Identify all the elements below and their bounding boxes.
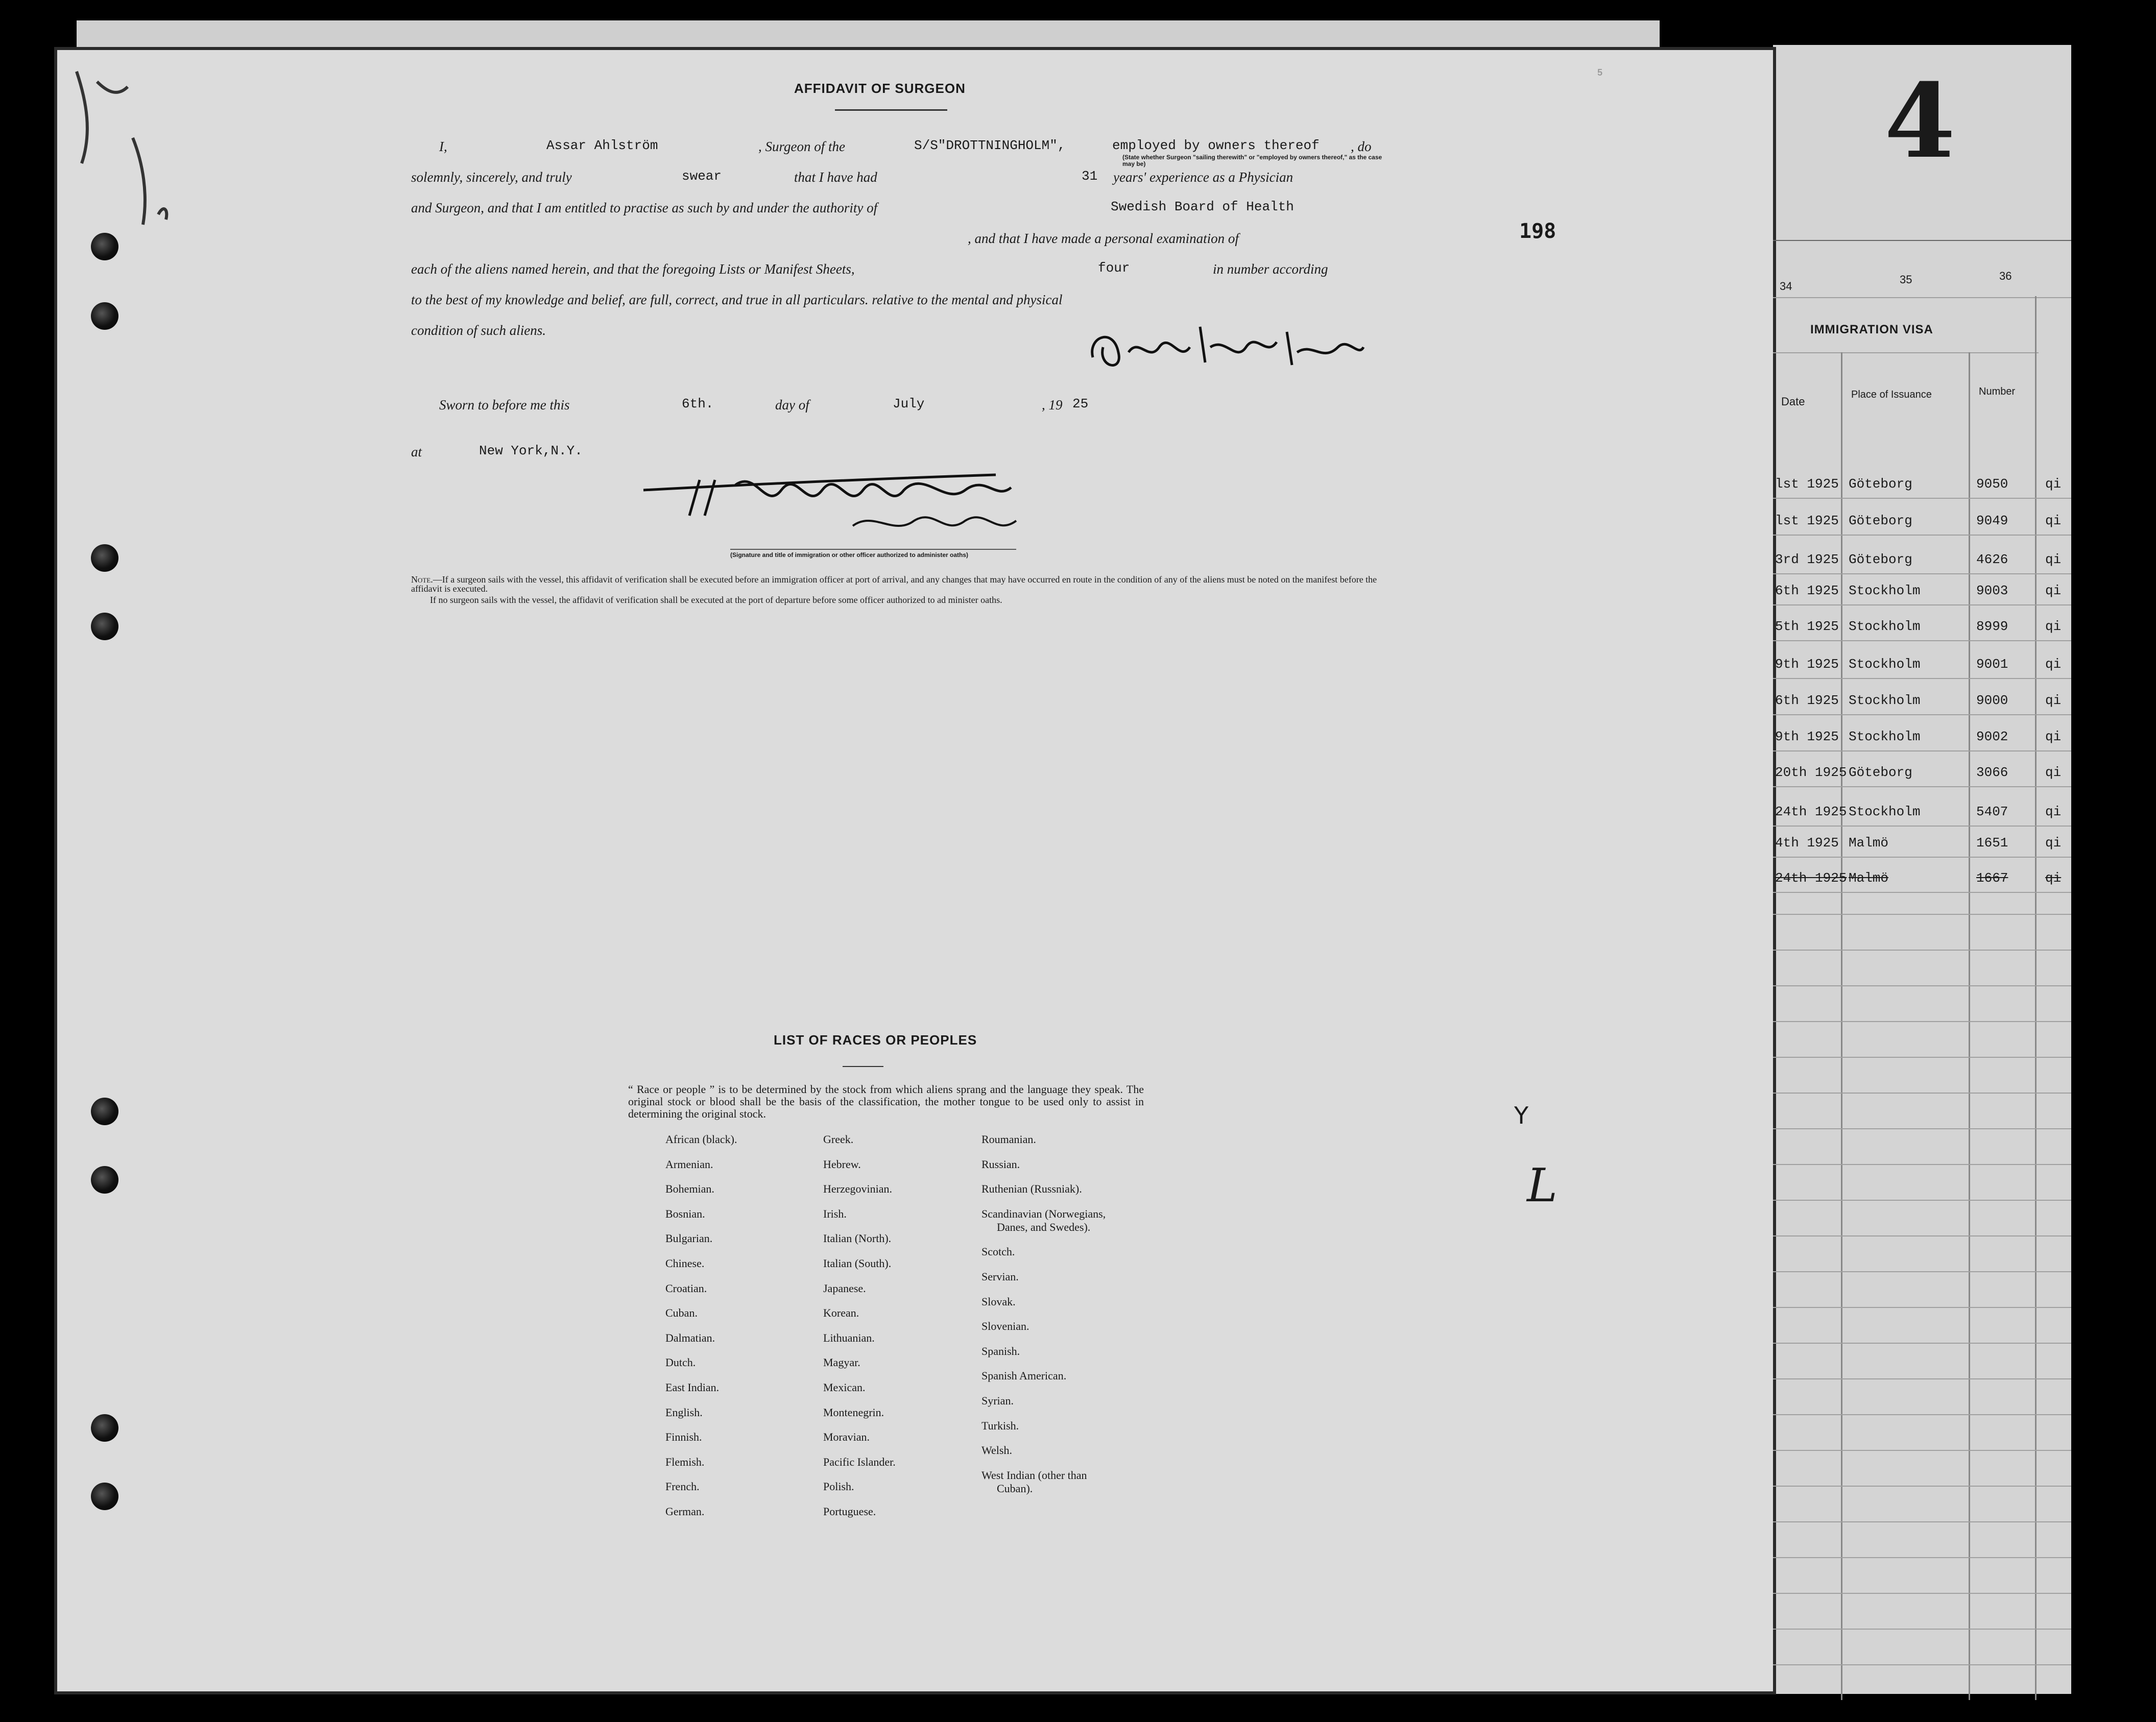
visa-date-cell: 24th 1925	[1775, 804, 1847, 819]
visa-place-cell: Stockholm	[1849, 583, 1921, 598]
visa-empty-rule	[1773, 1521, 2071, 1522]
race-entry: Bulgarian.	[665, 1232, 713, 1245]
visa-number-cell: 9000	[1976, 693, 2008, 708]
visa-place-cell: Göteborg	[1849, 765, 1912, 780]
sworn-month: July	[893, 396, 925, 411]
visa-number-cell: 1667	[1976, 870, 2008, 886]
binder-hole	[91, 1414, 118, 1442]
visa-date-cell: lst 1925	[1775, 476, 1839, 492]
visa-empty-rule	[1773, 914, 2071, 915]
visa-date-cell: 9th 1925	[1775, 729, 1839, 744]
visa-place-cell: Malmö	[1849, 835, 1889, 851]
visa-date-cell: 4th 1925	[1775, 835, 1839, 851]
visa-empty-rule	[1773, 1200, 2071, 1201]
race-entry: Dalmatian.	[665, 1331, 715, 1344]
binder-hole	[91, 302, 118, 330]
col-number-34: 34	[1780, 280, 1792, 293]
visa-number-cell: 1651	[1976, 835, 2008, 851]
visa-date-cell: lst 1925	[1775, 513, 1839, 528]
visa-number-cell: 3066	[1976, 765, 2008, 780]
visa-empty-rule	[1773, 1414, 2071, 1415]
visa-mark-cell: qi	[2045, 513, 2062, 528]
note-surgeon-sails	[411, 575, 1379, 593]
affidavit-line2-c: years' experience as a Physician	[1113, 169, 1293, 185]
visa-number-cell: 9001	[1976, 657, 2008, 672]
affidavit-line5-a: each of the aliens named herein, and that the foregoing Lists or Manifest Sheets,	[411, 261, 855, 277]
visa-number-cell: 9049	[1976, 513, 2008, 528]
visa-col-divider	[1841, 352, 1842, 1700]
visa-empty-rule	[1773, 1128, 2071, 1129]
binder-hole	[91, 233, 118, 260]
visa-place-cell: Stockholm	[1849, 729, 1921, 744]
licensing-authority: Swedish Board of Health	[1111, 199, 1294, 214]
col-number-35: 35	[1900, 273, 1912, 286]
note-text-1: —If a surgeon sails with the vessel, this affidavit of verification shall be executed before an immigration officer at port of arrival, and any changes that may have occurred en route in the condition of any of the aliens must be noted on the manifest before the affidavit is executed.	[411, 574, 1377, 594]
race-entry: Finnish.	[665, 1430, 702, 1444]
race-entry: East Indian.	[665, 1381, 720, 1394]
visa-empty-rule	[1773, 1450, 2071, 1451]
visa-date-cell: 5th 1925	[1775, 619, 1839, 634]
race-entry: Danes, and Swedes).	[997, 1220, 1091, 1233]
visa-col-divider	[1969, 352, 1970, 1700]
sworn-place: New York,N.Y.	[479, 443, 583, 458]
col-number-rule	[1773, 297, 2071, 298]
visa-date-cell: 20th 1925	[1775, 765, 1847, 780]
race-entry: English.	[665, 1405, 703, 1419]
race-entry: Armenian.	[665, 1157, 713, 1171]
race-entry: Moravian.	[823, 1430, 870, 1444]
visa-empty-rule	[1773, 1164, 2071, 1165]
visa-row-rule	[1773, 857, 2071, 858]
visa-row-rule	[1773, 750, 2071, 751]
visa-mark-cell: qi	[2045, 693, 2062, 708]
visa-empty-rule	[1773, 1307, 2071, 1308]
visa-mark-cell: qi	[2045, 552, 2062, 567]
surgeon-signature	[1083, 317, 1369, 378]
visa-row-rule	[1773, 892, 2071, 893]
race-entry: Portuguese.	[823, 1505, 876, 1518]
oath-type: swear	[682, 168, 722, 184]
race-entry: Korean.	[823, 1306, 859, 1320]
sworn-year: 25	[1072, 396, 1089, 411]
race-entry: Ruthenian (Russniak).	[981, 1182, 1082, 1196]
visa-mark-cell: qi	[2045, 729, 2062, 744]
race-entry: Spanish American.	[981, 1369, 1067, 1383]
visa-place-cell: Stockholm	[1849, 657, 1921, 672]
race-entry: Spanish.	[981, 1344, 1020, 1357]
visa-row-rule	[1773, 604, 2071, 605]
visa-mark-cell: qi	[2045, 870, 2062, 886]
visa-number-cell: 4626	[1976, 552, 2008, 567]
visa-place-cell: Göteborg	[1849, 552, 1912, 567]
visa-empty-rule	[1773, 1057, 2071, 1058]
sworn-day: 6th.	[682, 396, 714, 411]
visa-row-rule	[1773, 786, 2071, 787]
sworn-text: Sworn to before me this	[439, 397, 570, 413]
race-entry: Syrian.	[981, 1394, 1014, 1407]
year-prefix: , 19	[1042, 397, 1063, 413]
affidavit-line6: to the best of my knowledge and belief, are full, correct, and true in all particulars. relative to the mental and physical	[411, 292, 1063, 307]
visa-empty-rule	[1773, 1271, 2071, 1272]
races-title-underline	[843, 1066, 883, 1067]
race-entry: Scandinavian (Norwegians,	[981, 1207, 1106, 1220]
visa-date-cell: 6th 1925	[1775, 583, 1839, 598]
race-entry: Cuban).	[997, 1482, 1033, 1495]
visa-row-rule	[1773, 714, 2071, 715]
ship-name: S/S"DROTTNINGHOLM",	[914, 138, 1066, 153]
affidavit-line7: condition of such aliens.	[411, 323, 546, 338]
page-number: 198	[1519, 220, 1556, 243]
officer-caption: (Signature and title of immigration or other officer authorized to administer oaths)	[730, 551, 969, 559]
visa-number-cell: 5407	[1976, 804, 2008, 819]
race-entry: Cuban.	[665, 1306, 698, 1320]
visa-row-rule	[1773, 826, 2071, 827]
affidavit-line2-b: that I have had	[794, 169, 877, 185]
right-sheet-top-rule	[1773, 240, 2071, 241]
officer-signature	[638, 449, 1139, 551]
visa-date-cell: 6th 1925	[1775, 693, 1839, 708]
underlying-sheet-top	[77, 20, 1660, 51]
corner-number: 4	[1884, 61, 1956, 181]
race-entry: Flemish.	[665, 1455, 705, 1468]
visa-title-rule	[1773, 352, 2039, 353]
race-entry: French.	[665, 1480, 700, 1493]
race-entry: Bohemian.	[665, 1182, 714, 1196]
race-entry: Lithuanian.	[823, 1331, 875, 1344]
sheet-count: four	[1098, 260, 1130, 276]
at-text: at	[411, 444, 422, 459]
race-entry: Magyar.	[823, 1356, 860, 1369]
race-entry: Bosnian.	[665, 1207, 705, 1220]
race-entry: Slovenian.	[981, 1320, 1029, 1333]
visa-row-rule	[1773, 678, 2071, 679]
visa-place-cell: Stockholm	[1849, 619, 1921, 634]
race-entry: Japanese.	[823, 1281, 866, 1295]
visa-empty-rule	[1773, 1629, 2071, 1630]
visa-mark-cell: qi	[2045, 657, 2062, 672]
years-experience: 31	[1082, 168, 1098, 184]
race-entry: Irish.	[823, 1207, 847, 1220]
race-entry: Scotch.	[981, 1245, 1015, 1258]
visa-empty-rule	[1773, 1343, 2071, 1344]
race-entry: Hebrew.	[823, 1157, 861, 1171]
race-entry: Montenegrin.	[823, 1405, 884, 1419]
visa-date-cell: 3rd 1925	[1775, 552, 1839, 567]
visa-empty-rule	[1773, 1021, 2071, 1022]
visa-empty-rule	[1773, 1235, 2071, 1236]
binder-hole	[91, 1483, 118, 1510]
visa-empty-rule	[1773, 1093, 2071, 1094]
race-entry: Russian.	[981, 1157, 1020, 1171]
affidavit-line2-a: solemnly, sincerely, and truly	[411, 169, 572, 185]
binder-hole	[91, 544, 118, 572]
visa-empty-rule	[1773, 1557, 2071, 1558]
race-entry: Herzegovinian.	[823, 1182, 892, 1196]
visa-mark-cell: qi	[2045, 765, 2062, 780]
visa-place-cell: Göteborg	[1849, 513, 1912, 528]
race-entry: West Indian (other than	[981, 1468, 1087, 1482]
visa-place-cell: Stockholm	[1849, 693, 1921, 708]
race-entry: Polish.	[823, 1480, 854, 1493]
surgeon-name: Assar Ahlström	[546, 138, 658, 153]
visa-col-divider	[2035, 296, 2037, 1700]
affidavit-line3-a: and Surgeon, and that I am entitled to practise as such by and under the authority of	[411, 200, 878, 215]
visa-empty-rule	[1773, 950, 2071, 951]
employment-note: (State whether Surgeon "sailing therewith" or "employed by owners thereof," as the case may be)	[1122, 154, 1382, 167]
visa-row-rule	[1773, 640, 2071, 641]
employment-status: employed by owners thereof	[1112, 138, 1320, 153]
visa-number-cell: 8999	[1976, 619, 2008, 634]
binder-hole	[91, 1098, 118, 1125]
visa-row-rule	[1773, 498, 2071, 499]
visa-place-cell: Göteborg	[1849, 476, 1912, 492]
race-entry: Servian.	[981, 1270, 1019, 1283]
race-entry: Croatian.	[665, 1281, 707, 1295]
race-entry: Dutch.	[665, 1356, 696, 1369]
race-entry: German.	[665, 1505, 705, 1518]
visa-place-cell: Stockholm	[1849, 804, 1921, 819]
race-entry: Roumanian.	[981, 1133, 1036, 1146]
affidavit-line1-i: I,	[439, 139, 447, 154]
race-entry: Chinese.	[665, 1257, 705, 1270]
title-underline	[835, 109, 947, 111]
visa-place-cell: Malmö	[1849, 870, 1889, 886]
visa-number-cell: 9002	[1976, 729, 2008, 744]
visa-number-cell: 9050	[1976, 476, 2008, 492]
visa-empty-rule	[1773, 1486, 2071, 1487]
affidavit-line1-surgeon-of: , Surgeon of the	[758, 139, 845, 154]
races-title: LIST OF RACES OR PEOPLES	[774, 1032, 977, 1048]
binder-hole	[91, 613, 118, 640]
race-entry: Italian (North).	[823, 1232, 892, 1245]
visa-header-date: Date	[1781, 395, 1805, 408]
note-label: Note.	[411, 574, 433, 585]
visa-date-cell: 24th 1925	[1775, 870, 1847, 886]
visa-mark-cell: qi	[2045, 583, 2062, 598]
visa-row-rule	[1773, 573, 2071, 574]
visa-number-cell: 9003	[1976, 583, 2008, 598]
visa-mark-cell: qi	[2045, 476, 2062, 492]
visa-empty-rule	[1773, 985, 2071, 986]
visa-title: IMMIGRATION VISA	[1810, 323, 1933, 336]
race-entry: Italian (South).	[823, 1257, 892, 1270]
top-mark: 5	[1597, 67, 1603, 78]
right-manifest-sheet	[1773, 45, 2071, 1694]
affidavit-title: AFFIDAVIT OF SURGEON	[794, 81, 966, 96]
affidavit-line5-b: in number according	[1213, 261, 1328, 277]
race-entry: Turkish.	[981, 1419, 1019, 1432]
officer-signature-line	[730, 549, 1016, 550]
race-entry: African (black).	[665, 1133, 737, 1146]
binder-hole	[91, 1166, 118, 1194]
race-entry: Pacific Islander.	[823, 1455, 896, 1468]
visa-mark-cell: qi	[2045, 835, 2062, 851]
tick-mark-y: Y	[1514, 1102, 1529, 1129]
race-entry: Welsh.	[981, 1444, 1012, 1457]
affidavit-line4: , and that I have made a personal examination of	[968, 231, 1239, 246]
margin-scribble	[56, 61, 179, 230]
visa-empty-rule	[1773, 1664, 2071, 1665]
day-of-text: day of	[775, 397, 809, 413]
visa-date-cell: 9th 1925	[1775, 657, 1839, 672]
races-intro: “ Race or people ” is to be determined by the stock from which aliens sprang and the language they speak. The original stock or blood shall be the basis of the classification, the mother tongue to be used only to assist in determining the original stock.	[628, 1083, 1144, 1120]
visa-mark-cell: qi	[2045, 804, 2062, 819]
race-entry: Mexican.	[823, 1381, 866, 1394]
note-no-surgeon: If no surgeon sails with the vessel, the affidavit of verification shall be executed at the port of departure before some officer authorized to ad minister oaths.	[430, 595, 1002, 605]
visa-mark-cell: qi	[2045, 619, 2062, 634]
col-number-36: 36	[1999, 270, 2012, 282]
tick-mark-l: L	[1527, 1159, 1558, 1212]
race-entry: Greek.	[823, 1133, 854, 1146]
visa-empty-rule	[1773, 1378, 2071, 1379]
visa-row-rule	[1773, 535, 2071, 536]
visa-header-number: Number	[1979, 386, 2016, 397]
visa-empty-rule	[1773, 1593, 2071, 1594]
visa-header-place: Place of Issuance	[1851, 389, 1932, 400]
affidavit-line1-do: , do	[1351, 139, 1372, 154]
race-entry: Slovak.	[981, 1295, 1016, 1308]
